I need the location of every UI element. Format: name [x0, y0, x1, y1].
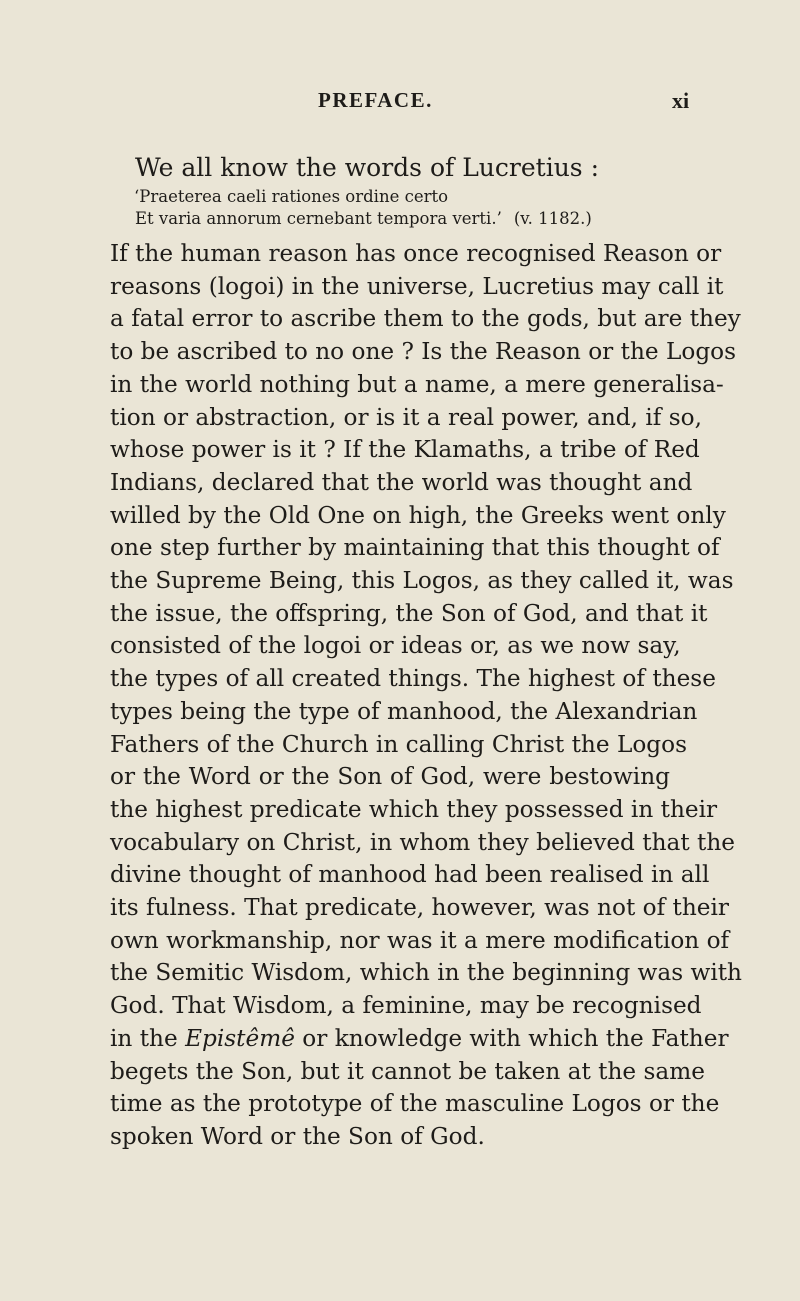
lead-sentence: We all know the words of Lucretius :	[135, 153, 600, 182]
paragraph-line: consisted of the logoi or ideas or, as we now say,	[110, 632, 681, 660]
page-number: xi	[672, 88, 690, 113]
paragraph-line: tion or abstraction, or is it a real power, and, if so,	[110, 403, 702, 431]
paragraph-line: whose power is it ? If the Klamaths, a tribe of Red	[110, 436, 700, 464]
paragraph-line: or the Word or the Son of God, were bestowing	[110, 763, 670, 791]
line-text: or knowledge with which the Father	[294, 1024, 729, 1052]
quote-citation: (v. 1182.)	[513, 209, 592, 228]
latin-quotation	[110, 186, 670, 230]
paragraph-line-last: spoken Word or the Son of God.	[110, 1122, 485, 1150]
paragraph-line: to be ascribed to no one ? Is the Reason or the Logos	[110, 338, 737, 366]
paragraph-line: If the human reason has once recognised Reason or	[110, 240, 722, 267]
paragraph-line: reasons (logoi) in the universe, Lucretius may call it	[110, 272, 724, 300]
line-text: in the	[110, 1024, 186, 1052]
quote-line-2	[110, 208, 670, 230]
paragraph-line: divine thought of manhood had been realised in all	[110, 861, 710, 889]
paragraph-line: willed by the Old One on high, the Greeks went only	[110, 501, 726, 529]
running-head: PREFACE.	[318, 88, 433, 112]
body-text	[110, 150, 742, 1154]
paragraph-line: the issue, the offspring, the Son of God, and that it	[110, 599, 708, 627]
paragraph-line: God. That Wisdom, a feminine, may be recognised	[110, 992, 702, 1020]
paragraph-line: the types of all created things. The highest of these	[110, 665, 716, 693]
paragraph-line: in the world nothing but a name, a mere generalisa-	[110, 370, 724, 398]
paragraph-line: its fulness. That predicate, however, was not of their	[110, 894, 730, 922]
paragraph-line: Indians, declared that the world was thought and	[110, 468, 693, 496]
quote-line-1: ‘Praeterea caeli rationes ordine certo	[134, 187, 449, 206]
paragraph-line: vocabulary on Christ, in whom they believed that the	[110, 828, 735, 856]
paragraph-line: time as the prototype of the masculine Logos or the	[110, 1090, 720, 1118]
paragraph-line: types being the type of manhood, the Alexandrian	[110, 697, 698, 725]
episteme-word: Epistêmê	[185, 1024, 295, 1052]
paragraph-line	[110, 1023, 729, 1056]
paragraph-line: a fatal error to ascribe them to the gods, but are they	[110, 305, 741, 333]
page-header	[0, 88, 800, 118]
paragraph-line: the Semitic Wisdom, which in the beginning was with	[110, 959, 742, 987]
main-paragraph	[110, 238, 742, 1154]
quote-line-2-text: Et varia annorum cernebant tempora verti.’	[135, 209, 502, 228]
paragraph-line: begets the Son, but it cannot be taken at the same	[110, 1057, 705, 1085]
paragraph-line: one step further by maintaining that this thought of	[110, 534, 720, 562]
paragraph-line: the Supreme Being, this Logos, as they called it, was	[110, 567, 734, 595]
paragraph-line: the highest predicate which they possessed in their	[110, 795, 718, 823]
paragraph-line: Fathers of the Church in calling Christ the Logos	[110, 730, 688, 758]
paragraph-line: own workmanship, nor was it a mere modification of	[110, 926, 730, 954]
